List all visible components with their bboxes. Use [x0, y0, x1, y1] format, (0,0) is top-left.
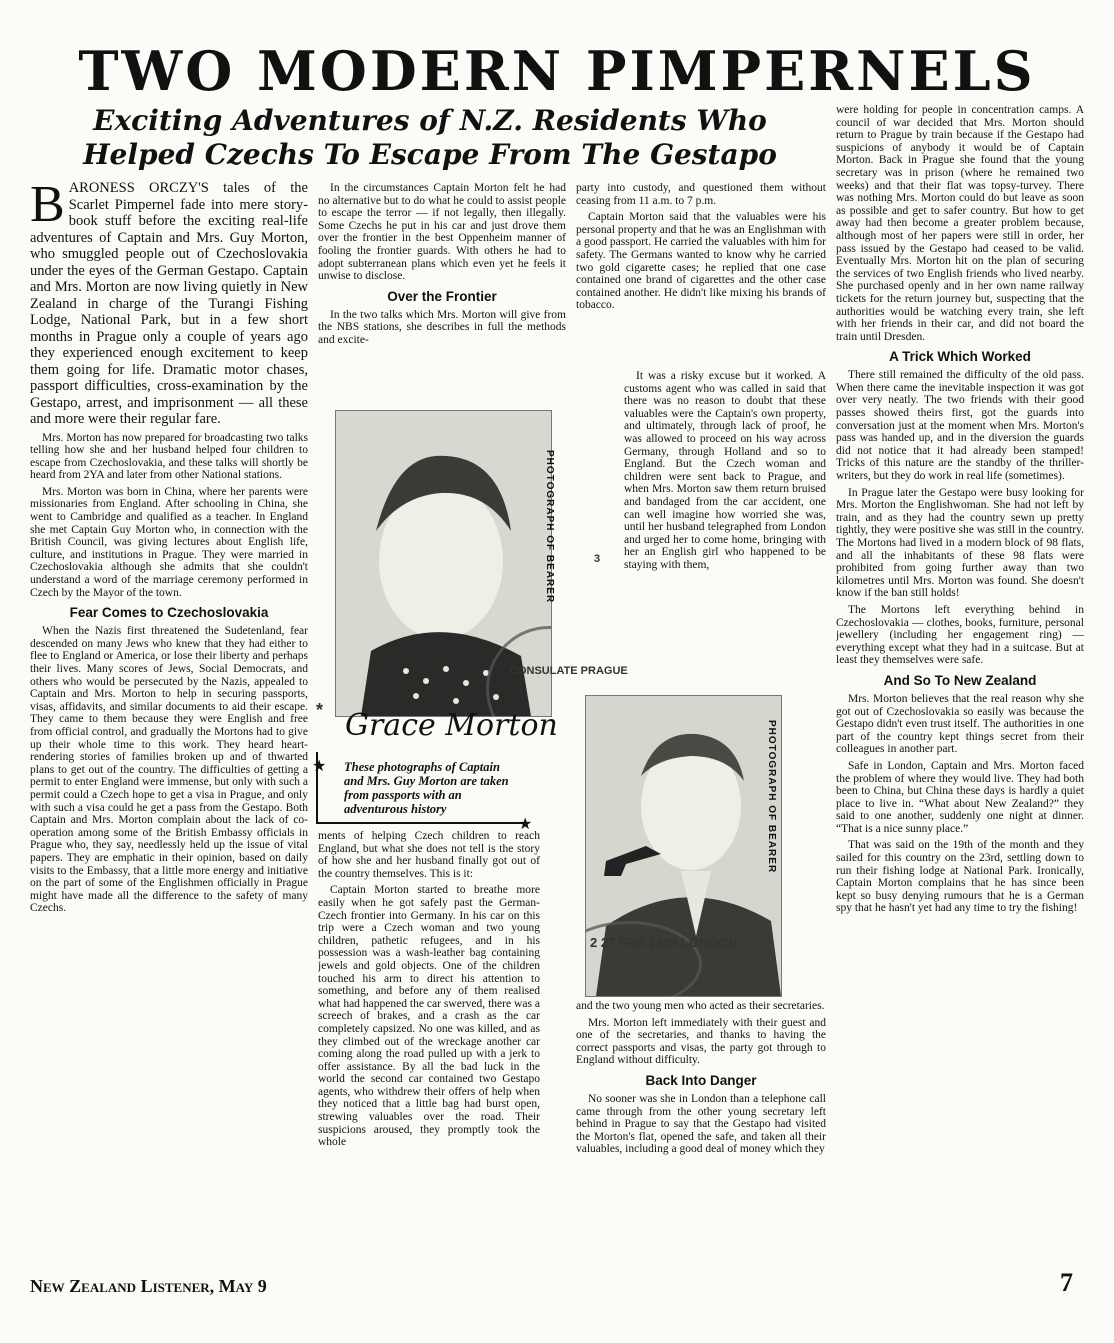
- photo-caption: These photographs of Captain and Mrs. Guy Morton are taken from passports with an adventurous history: [344, 760, 509, 816]
- paragraph: In the two talks which Mrs. Morton will give from the NBS stations, she describes in full the methods and excite-: [318, 308, 566, 346]
- section-heading: And So To New Zealand: [883, 672, 1037, 688]
- paragraph: No sooner was she in London than a telephone call came through from the other young secretary left behind in Prague to say that the Gestapo had visited the Morton's flat, opened the safe, and taken all their valuables, including a good deal of money which they: [576, 1092, 826, 1156]
- paragraph: Captain Morton said that the valuables were his personal property and that he was an Englishman with a good passport. He carried the valuables with him for safety. The Germans wanted to know why he carried two gold cigarette cases; he replied that one case contained one brand of cigarettes and the other case contained another. He didn't like mixing his brands of tobacco.: [576, 211, 826, 312]
- paragraph: In the circumstances Captain Morton felt he had no alternative but to do what he could to assist people to escape the terror — if not legally, then illegally. Some Czechs he put in his car and just drove them over the frontier in the best Oppenheim manner of fooling the frontier guards. With others he had to adopt subterranean plans which even yet he feels it unwise to disclose.: [318, 182, 566, 283]
- column-3-middle: [576, 370, 826, 660]
- photograph-of-bearer-label: PHOTOGRAPH OF BEARER: [766, 720, 777, 874]
- paragraph: Mrs. Morton believes that the real reason why she got out of Czechoslovakia so easily was because the Gestapo didn't even trust itself. The authorities in one part of the country kept things secret from their colleagues in another part.: [836, 692, 1084, 756]
- column-4: [836, 104, 1084, 1249]
- paragraph: Safe in London, Captain and Mrs. Morton faced the problem of where they would live. They had both been to China, but China these days is hardly a quiet place to live in. “What about New Zealand?” they said to one another, suddenly one night at dinner. “That is a nice sunny place.”: [836, 759, 1084, 835]
- paragraph: When the Nazis first threatened the Sudetenland, fear descended on many Jews who knew that they had either to flee to England or America, or lose their liberty and perhaps their lives. Many scores of Jews, Social Democrats, and others who would be persecuted by the Nazis, appealed to Captain and Mrs. Morton to help in securing passports, visas, affidavits, and similar documents to aid their escape. They came to them because they were English and free from official control, and gradually the Mortons had to give up their whole time to this work. They heard heart-rendering stories of families broken up and of thwarted plans to get out of the country. The difficulties of getting a permit to enter England were immense, but only with such a permit could a Czech hope to get a visa in Prague, and only with such a visa could he get a pass from the Gestapo. Both Captain and Mrs. Morton complain about the lack of co-operation among some of the British Embassy officials in Prague who, they say, needlessly held up the issue of vital papers. They are emphatic in their opinion, based on daily visits to the Embassy, that a little more energy and initiative on the part of some of the Englishmen officially in Prague might have made all the difference to the safety of many Czechs.: [30, 625, 308, 915]
- consulate-stamp-text: CONSULATE PRAGUE: [510, 665, 628, 677]
- signature-grace-morton: Grace Morton: [345, 708, 558, 743]
- paragraph: party into custody, and questioned them without ceasing from 11 a.m. to 7 p.m.: [576, 182, 826, 207]
- page-number: 7: [1060, 1268, 1073, 1297]
- paragraph: and the two young men who acted as their secretaries.: [576, 1000, 825, 1012]
- column-2-top: [318, 182, 566, 402]
- paragraph: were holding for people in concentration camps. A council of war decided that Mrs. Morton should return to Prague by train because if the Gestapo had suspicions of anybody it would be of Captain Morton. Back in Prague she found that the young secretary was in prison (where he remained two weeks) and that their flat was topsy-turvey. There was nothing Mrs. Morton could do but leave as soon as possible and get to safer country. But how to get away had then become a greater problem because, although most of her papers were still in order, her pass issued by the Gestapo had ceased to be valid. Eventually Mrs. Morton hit on the plan of securing the services of two English friends who lived nearby. She purchased openly and in her own name railway tickets for the return journey but, suspecting that the authorities would be watching every train, she left with her friends in their car, and did not board the train until Dresden.: [836, 104, 1084, 343]
- paragraph: Mrs. Morton has now prepared for broadcasting two talks telling how she and her husband helped four children to escape from Czechoslovakia, and these talks will shortly be heard from 2YA and later from other National stations.: [30, 431, 308, 482]
- section-heading: Fear Comes to Czechoslovakia: [69, 605, 269, 621]
- paragraph: There still remained the difficulty of the old pass. When there came the inevitable inspection it was got over very neatly. The two friends with their good passes showed theirs first, got the guards into conversation just at the moment when Mrs. Morton's pass was handed up, and in the diversion the guards did not notice that it had already been stamped! Tricks of this nature are the standby of the thriller-writers, but they do work in real life (sometimes).: [836, 369, 1084, 483]
- section-heading: Back Into Danger: [645, 1072, 757, 1088]
- paragraph: Mrs. Morton left immediately with their guest and one of the secretaries, and thanks to having the correct passports and visas, the party got through to England without difficulty.: [576, 1016, 826, 1067]
- paragraph: Mrs. Morton was born in China, where her parents were missionaries from England. After schooling in China, she went to Cambridge and qualified as a teacher. In England she met Captain Guy Morton who, in connection with the British Council, was giving lectures about English life, culture, and institutions in Prague. They were married in Czechoslovakia although she admits that she couldn't understand a word of the marriage ceremony performed in Czech by the Mayor of the town.: [30, 485, 308, 599]
- subtitle-line-1: Exciting Adventures of N.Z. Residents Who: [93, 104, 767, 137]
- section-heading: A Trick Which Worked: [889, 349, 1031, 365]
- section-heading: Over the Frontier: [387, 288, 497, 304]
- paragraph: In Prague later the Gestapo were busy looking for Mrs. Morton the Englishwoman. She had not left by train, and as they had the country sewn up pretty tightly, they were positive she was still in the country. The Mortons had lived in a modern block of 98 flats, and all the inhabitants of these 98 flats were prohibited from going further away than two kilometres until Mrs. Morton was found. She doesn't know if the ban still holds!: [836, 486, 1084, 600]
- asterisk-mark: *: [316, 700, 324, 720]
- paragraph: That was said on the 19th of the month and they sailed for this country on the 23rd, settling down to run their fishing lodge at National Park. Ironically, Captain Morton complains that he has since been kept so busy denying rumours that he is a German spy that he hasn't yet had any time to try the fishing!: [836, 839, 1084, 915]
- star-icon: ★: [312, 758, 327, 775]
- drop-cap: B: [30, 180, 65, 233]
- date-stamp-text: 2 27 FEB 1939 LONDON: [590, 935, 738, 950]
- star-icon: ★: [518, 816, 533, 833]
- paragraph: It was a risky excuse but it worked. A customs agent who was called in said that there was no reason to doubt that these valuables were the Captain's own property, and ultimately, through lack of proof, he was allowed to proceed on his way across Germany, through Holland and so to England. But the Czech woman and children were sent back to Prague, and when Mrs. Morton saw them return bruised and bandaged from the car accident, one can well imagine how worried she was, until her husband telegraphed from London and urged her to come home, bringing with her an English girl who happened to be staying with them,: [624, 370, 826, 571]
- subtitle-line-2: Helped Czechs To Escape From The Gestapo: [83, 138, 777, 171]
- paragraph: ments of helping Czech children to reach England, but what she does not tell is the story of how she and her husband finally got out of the country themselves. This is it:: [318, 830, 540, 880]
- column-2-bottom: [318, 830, 540, 1245]
- column-1: [30, 180, 308, 1260]
- passport-photo-captain-morton: [585, 695, 782, 997]
- column-3-bottom: [576, 1000, 826, 1245]
- column-3-top: [576, 182, 826, 382]
- footer-publication: New Zealand Listener, May 9: [30, 1276, 267, 1296]
- paragraph: The Mortons left everything behind in Czechoslovakia — clothes, books, furniture, personal jewellery (including her engagement ring) — everything except what they had in a suitcase. But at least they themselves were safe.: [836, 603, 1084, 667]
- lead-paragraph: BARONESS ORCZY'S tales of the Scarlet Pimpernel fade into mere story-book stuff before the exciting real-life adventures of Captain and Mrs. Guy Morton, who smuggled people out of Czechoslovakia under the eyes of the German Gestapo. Captain and Mrs. Morton are now living quietly in New Zealand in charge of the Turangi Fishing Lodge, National Park, but in a few short months in Prague only a couple of years ago they experienced enough excitement to keep them going for life. Dramatic motor chases, passport difficulties, cross-examination by the Gestapo, arrest, and imprisonment — all these and more were their regular fare.: [30, 180, 308, 427]
- figure-mark: 3: [594, 553, 601, 565]
- page-title: TWO MODERN PIMPERNELS: [78, 39, 1036, 103]
- paragraph: Captain Morton started to breathe more easily when he got safely past the German-Czech frontier into Germany. In his car on this trip were a Czech woman and two young children, pathetic refugees, and in his possession was a wash-leather bag containing jewels and gold objects. One of the children touched his arm to direct his attention to something, and before any of them realised what had happened the car swerved, there was a screech of brakes, and a crash as the car completely capsized. No one was killed, and as they climbed out of the wreckage another car coming along the road pulled up with a jerk to offer assistance. By all the bad luck in the world the second car contained two Gestapo agents, who withdrew their offers of help when they noticed that a little bag had burst open, strewing valuables over the road. Their suspicions aroused, they promptly took the whole: [318, 884, 540, 1149]
- photograph-of-bearer-label: PHOTOGRAPH OF BEARER: [544, 450, 555, 604]
